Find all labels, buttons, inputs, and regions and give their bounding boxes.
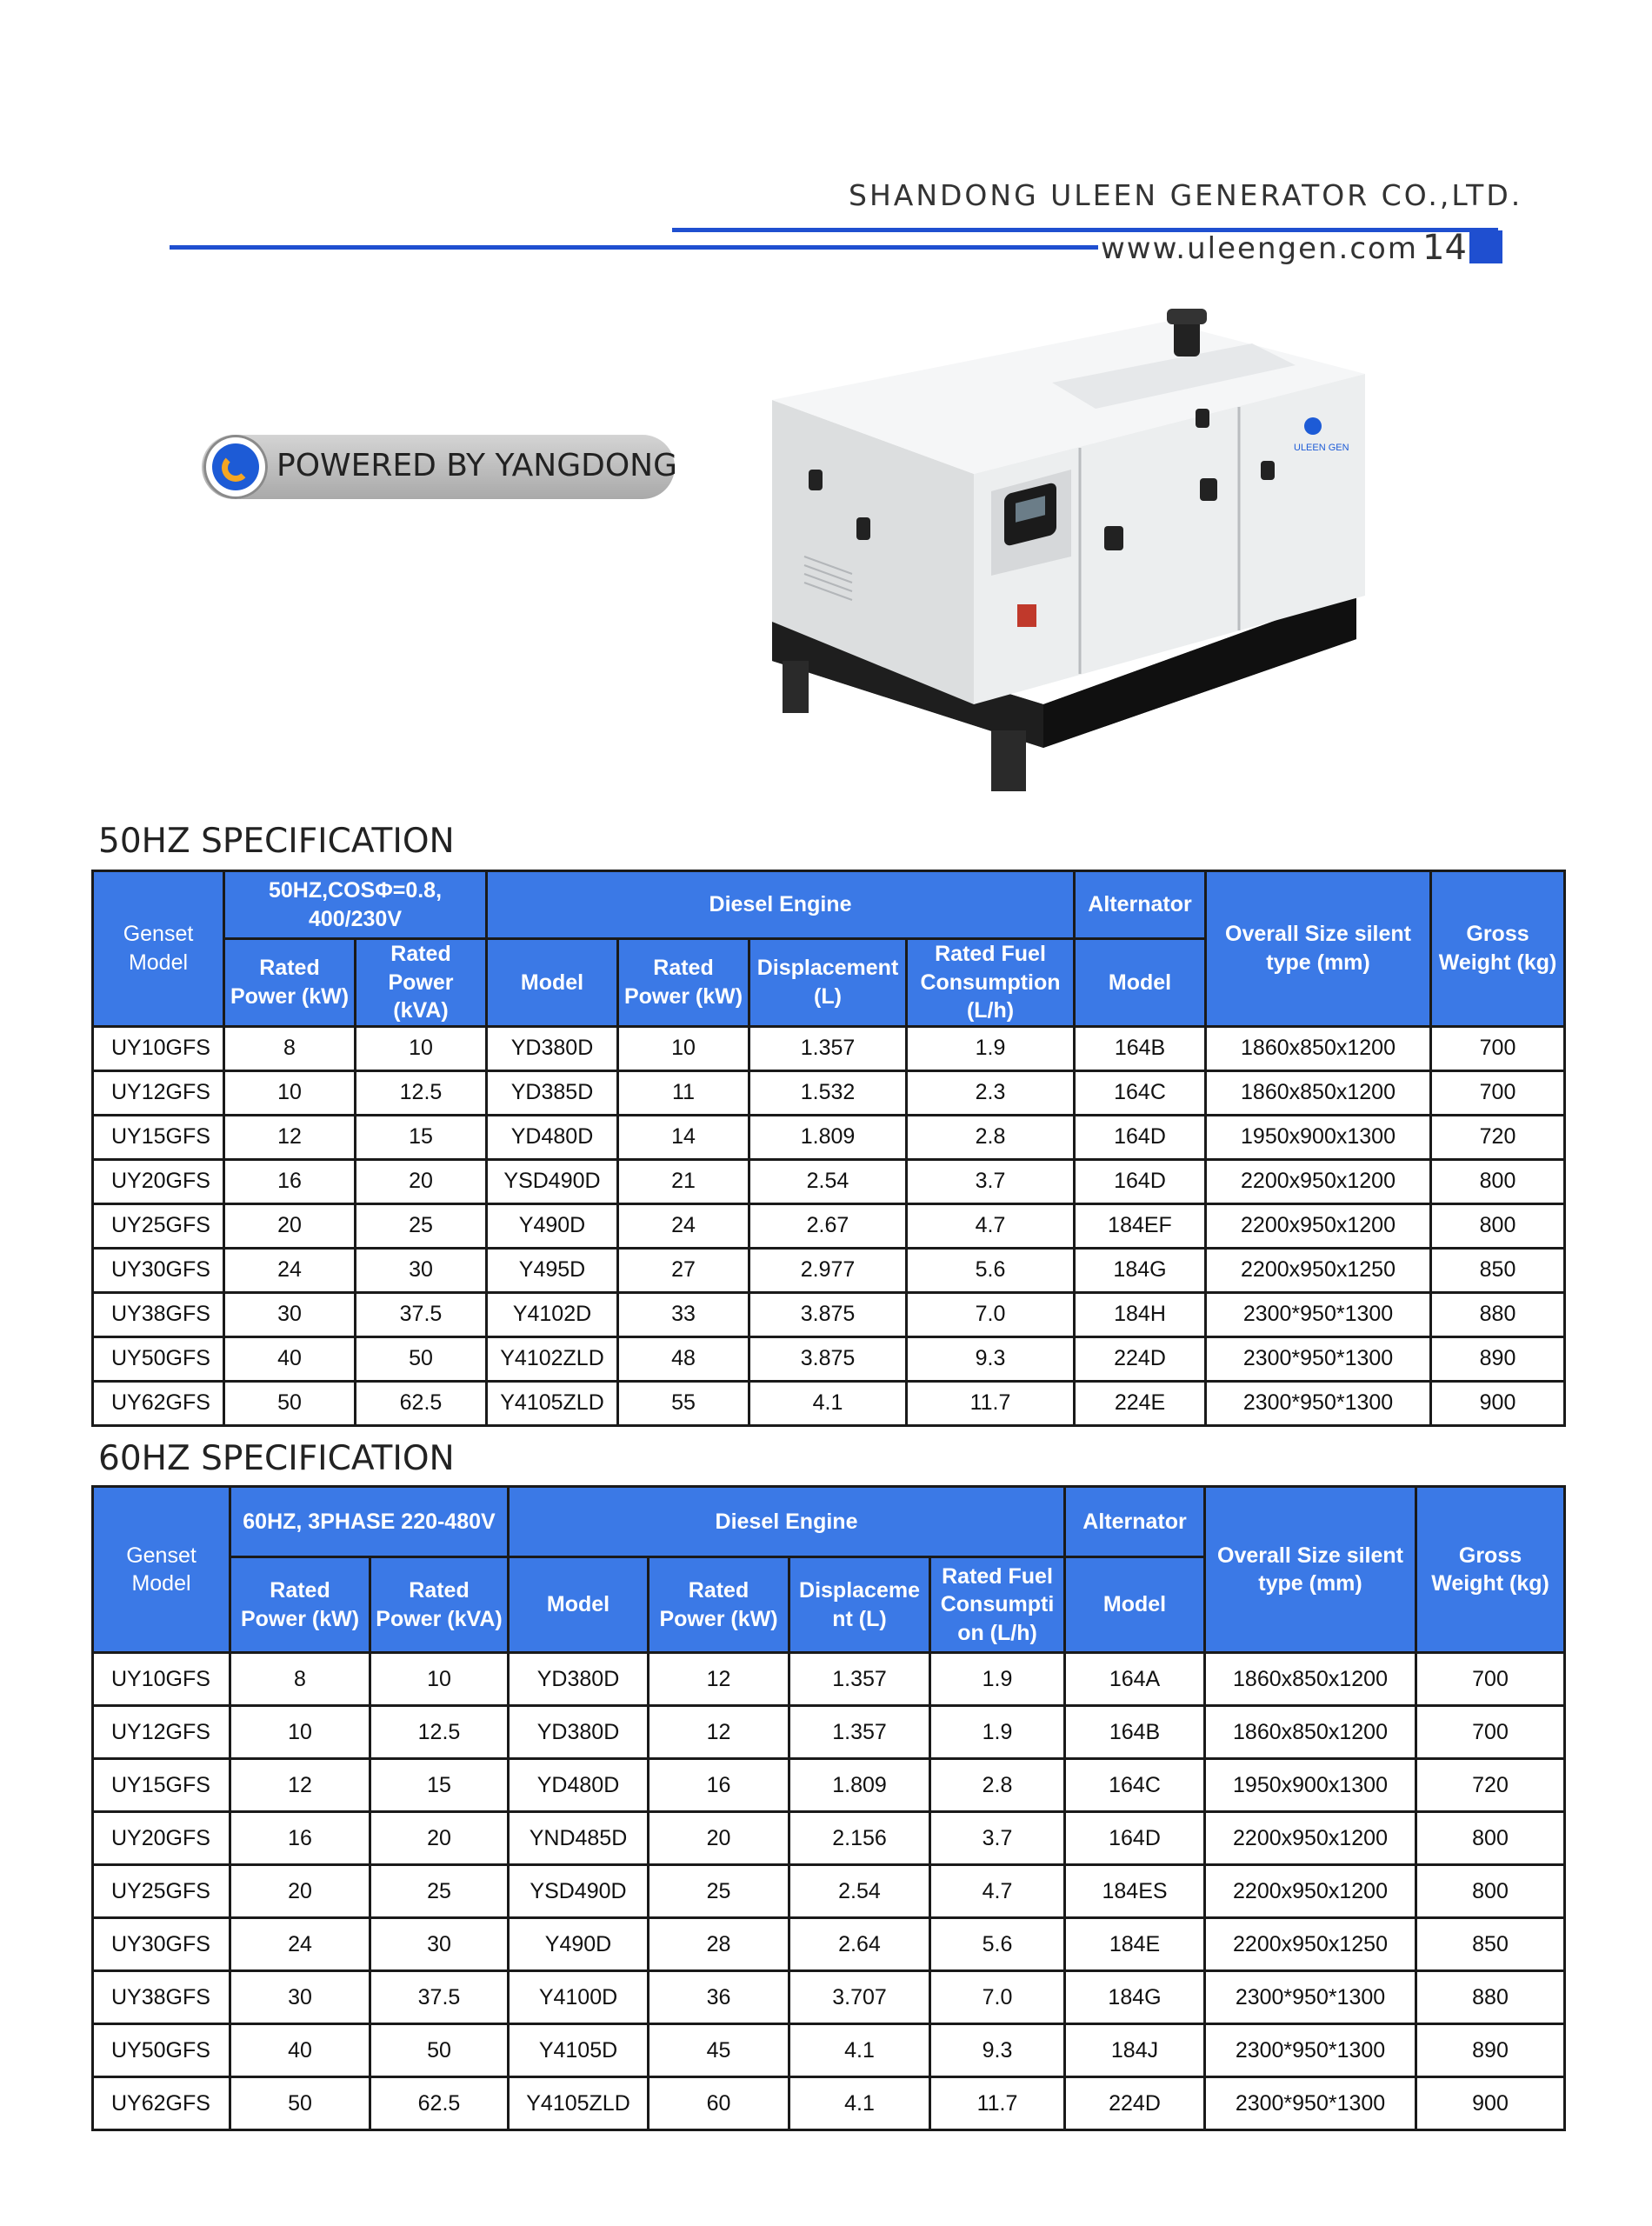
header-alternator-model: Model [1075,939,1206,1027]
table-cell: 15 [370,1759,509,1812]
table-cell: 184G [1065,1971,1205,2024]
table-cell: UY62GFS [93,2077,230,2130]
table-cell: 55 [618,1381,749,1425]
table-cell: 1.9 [930,1653,1065,1706]
table-cell: 2.8 [930,1759,1065,1812]
table-cell: 2300*950*1300 [1206,1381,1431,1425]
header-alternator-model: Model [1065,1557,1205,1653]
table-row [93,1865,1565,1918]
table-cell: YD380D [509,1706,649,1759]
table-cell: 2300*950*1300 [1206,1292,1431,1336]
table-cell: 224D [1065,2077,1205,2130]
table-cell: 50 [370,2024,509,2077]
table-cell: 7.0 [930,1971,1065,2024]
table-cell: 2200x950x1250 [1205,1918,1416,1971]
table-cell: 1.357 [789,1653,930,1706]
table-cell: 900 [1431,1381,1565,1425]
table-cell: UY20GFS [93,1812,230,1865]
table-cell: 1.532 [749,1070,907,1115]
table-cell: 10 [370,1653,509,1706]
table-cell: 1860x850x1200 [1205,1653,1416,1706]
header-power-group: 50HZ,COSΦ=0.8, 400/230V [224,871,487,939]
table-cell: 28 [649,1918,789,1971]
table-cell: 30 [230,1971,370,2024]
table-cell: UY38GFS [93,1971,230,2024]
table-cell: 9.3 [930,2024,1065,2077]
table-cell: 1860x850x1200 [1206,1070,1431,1115]
table-cell: 2.8 [907,1115,1075,1159]
table-cell: 2200x950x1200 [1206,1203,1431,1248]
table-cell: 50 [356,1336,487,1381]
table-row [93,1115,1565,1159]
header-rated-power-kw: Rated Power (kW) [230,1557,370,1653]
table-cell: 25 [649,1865,789,1918]
table-cell: 37.5 [356,1292,487,1336]
table-cell: Y4100D [509,1971,649,2024]
table-cell: 48 [618,1336,749,1381]
table-cell: YND485D [509,1812,649,1865]
table-cell: 720 [1416,1759,1565,1812]
table-cell: 164B [1065,1706,1205,1759]
table-row [93,1971,1565,2024]
table-cell: Y4102D [487,1292,618,1336]
table-cell: 12 [649,1706,789,1759]
table-cell: 2300*950*1300 [1206,1336,1431,1381]
table-cell: 10 [356,1026,487,1070]
table-cell: 30 [370,1918,509,1971]
table-cell: 2.156 [789,1812,930,1865]
table-cell: 900 [1416,2077,1565,2130]
powered-by-text: POWERED BY YANGDONG [276,448,678,483]
table-cell: UY10GFS [93,1653,230,1706]
header-diesel-engine: Diesel Engine [509,1487,1065,1557]
table-row [93,1918,1565,1971]
table-cell: 11.7 [930,2077,1065,2130]
table-cell: 224D [1075,1336,1206,1381]
table-cell: 33 [618,1292,749,1336]
table-cell: 164C [1075,1070,1206,1115]
table-cell: UY20GFS [93,1159,224,1203]
table-cell: 700 [1416,1653,1565,1706]
table-cell: 800 [1431,1159,1565,1203]
header-gross-weight: Gross Weight (kg) [1416,1487,1565,1653]
table-cell: 20 [224,1203,356,1248]
table-cell: 800 [1416,1812,1565,1865]
spec-table-50hz [91,870,1566,1427]
table-cell: 1860x850x1200 [1206,1026,1431,1070]
table-cell: YSD490D [509,1865,649,1918]
header-displacement: Displaceme nt (L) [789,1557,930,1653]
table-cell: 12.5 [370,1706,509,1759]
table-row [93,1653,1565,1706]
table-cell: 4.1 [789,2077,930,2130]
table-cell: UY50GFS [93,1336,224,1381]
table-cell: 1.809 [749,1115,907,1159]
table-cell: YD380D [509,1653,649,1706]
table-cell: 850 [1431,1248,1565,1292]
table-cell: 60 [649,2077,789,2130]
table-cell: UY30GFS [93,1248,224,1292]
table-cell: UY50GFS [93,2024,230,2077]
table-cell: 4.1 [789,2024,930,2077]
table-cell: 20 [649,1812,789,1865]
table-cell: 850 [1416,1918,1565,1971]
table-cell: 12.5 [356,1070,487,1115]
header-power-group: 60HZ, 3PHASE 220-480V [230,1487,509,1557]
table-cell: Y4105ZLD [487,1381,618,1425]
table-cell: 10 [618,1026,749,1070]
uleen-logo-icon [203,435,268,499]
table-cell: 2.67 [749,1203,907,1248]
table-cell: 5.6 [930,1918,1065,1971]
table-cell: 45 [649,2024,789,2077]
table-cell: 12 [230,1759,370,1812]
table-row [93,1203,1565,1248]
table-cell: 8 [224,1026,356,1070]
generator-image [756,296,1382,835]
table-row [93,2024,1565,2077]
table-cell: 25 [370,1865,509,1918]
table-cell: 184ES [1065,1865,1205,1918]
table-cell: 2200x950x1200 [1205,1865,1416,1918]
table-cell: 7.0 [907,1292,1075,1336]
table-cell: 2300*950*1300 [1205,1971,1416,2024]
table-cell: 25 [356,1203,487,1248]
table-cell: 184H [1075,1292,1206,1336]
header-alternator: Alternator [1075,871,1206,939]
generator-brand-label: ULEEN GEN [1294,443,1349,453]
table-cell: 2.54 [789,1865,930,1918]
table-cell: 184E [1065,1918,1205,1971]
table-cell: 700 [1431,1070,1565,1115]
table-cell: 1.9 [930,1706,1065,1759]
table-cell: Y4105D [509,2024,649,2077]
table-cell: UY12GFS [93,1706,230,1759]
table-cell: YSD490D [487,1159,618,1203]
table-cell: UY38GFS [93,1292,224,1336]
header-engine-power-kw: Rated Power (kW) [649,1557,789,1653]
table-cell: 164C [1065,1759,1205,1812]
table-cell: Y4105ZLD [509,2077,649,2130]
table-cell: 4.7 [907,1203,1075,1248]
table-cell: 5.6 [907,1248,1075,1292]
table-cell: 2.64 [789,1918,930,1971]
table-cell: 36 [649,1971,789,2024]
company-name: SHANDONG ULEEN GENERATOR CO.,LTD. [849,178,1523,212]
table-cell: 2.977 [749,1248,907,1292]
spec-table-60hz [91,1485,1566,2131]
table-row [93,1248,1565,1292]
table-cell: 30 [356,1248,487,1292]
table-cell: UY12GFS [93,1070,224,1115]
table-cell: 12 [224,1115,356,1159]
table-cell: 1950x900x1300 [1206,1115,1431,1159]
table-cell: 10 [230,1706,370,1759]
table-cell: 9.3 [907,1336,1075,1381]
header-genset-model: Genset Model [93,871,224,1027]
table-cell: 40 [230,2024,370,2077]
table-cell: UY15GFS [93,1759,230,1812]
table-cell: YD385D [487,1070,618,1115]
table-cell: 3.875 [749,1336,907,1381]
table-cell: 890 [1416,2024,1565,2077]
table-cell: 62.5 [370,2077,509,2130]
table-cell: 27 [618,1248,749,1292]
table-cell: 3.7 [907,1159,1075,1203]
table-cell: 50 [224,1381,356,1425]
table-cell: 20 [230,1865,370,1918]
table-cell: Y490D [487,1203,618,1248]
table-cell: 24 [618,1203,749,1248]
table-cell: 1.809 [789,1759,930,1812]
header-rated-power-kw: Rated Power (kW) [224,939,356,1027]
table-cell: 62.5 [356,1381,487,1425]
table-cell: 10 [224,1070,356,1115]
table-cell: 16 [649,1759,789,1812]
table-row [93,1812,1565,1865]
header-displacement: Displacement (L) [749,939,907,1027]
header-fuel-consumption: Rated Fuel Consumption (L/h) [907,939,1075,1027]
header-genset-model: Genset Model [93,1487,230,1653]
table-cell: 2.54 [749,1159,907,1203]
table-cell: UY30GFS [93,1918,230,1971]
table-cell: 21 [618,1159,749,1203]
table-cell: 164D [1075,1159,1206,1203]
page-number: 14 [1422,228,1467,268]
header-rated-power-kva: Rated Power (kVA) [356,939,487,1027]
table-cell: 4.7 [930,1865,1065,1918]
table-cell: 4.1 [749,1381,907,1425]
header-rated-power-kva: Rated Power (kVA) [370,1557,509,1653]
table-cell: 1950x900x1300 [1205,1759,1416,1812]
table-cell: 184G [1075,1248,1206,1292]
header-gross-weight: Gross Weight (kg) [1431,871,1565,1027]
table-cell: 720 [1431,1115,1565,1159]
section-title-50hz: 50HZ SPECIFICATION [98,822,455,861]
header-engine-model: Model [509,1557,649,1653]
table-cell: 1860x850x1200 [1205,1706,1416,1759]
header-engine-model: Model [487,939,618,1027]
table-cell: UY62GFS [93,1381,224,1425]
table-cell: 16 [224,1159,356,1203]
table-cell: 890 [1431,1336,1565,1381]
table-cell: 8 [230,1653,370,1706]
table-cell: 3.7 [930,1812,1065,1865]
table-cell: 16 [230,1812,370,1865]
table-cell: 184EF [1075,1203,1206,1248]
table-row [93,1381,1565,1425]
table-cell: 1.9 [907,1026,1075,1070]
table-cell: 800 [1416,1865,1565,1918]
table-cell: Y490D [509,1918,649,1971]
table-cell: Y495D [487,1248,618,1292]
header-rule-bottom [170,245,1098,250]
table-row [93,1336,1565,1381]
table-cell: 3.707 [789,1971,930,2024]
website-url: www.uleengen.com [1101,231,1418,266]
table-cell: 1.357 [749,1026,907,1070]
table-cell: 11.7 [907,1381,1075,1425]
table-cell: 30 [224,1292,356,1336]
table-cell: 164B [1075,1026,1206,1070]
table-cell: 11 [618,1070,749,1115]
table-row [93,1070,1565,1115]
table-cell: 20 [370,1812,509,1865]
table-cell: Y4102ZLD [487,1336,618,1381]
table-cell: 24 [230,1918,370,1971]
table-cell: 40 [224,1336,356,1381]
table-cell: 2200x950x1200 [1206,1159,1431,1203]
header-engine-power-kw: Rated Power (kW) [618,939,749,1027]
table-row [93,2077,1565,2130]
table-cell: 2300*950*1300 [1205,2077,1416,2130]
table-cell: 184J [1065,2024,1205,2077]
table-cell: 700 [1431,1026,1565,1070]
table-cell: 37.5 [370,1971,509,2024]
header-overall-size: Overall Size silent type (mm) [1205,1487,1416,1653]
table-cell: YD380D [487,1026,618,1070]
table-cell: 2200x950x1250 [1206,1248,1431,1292]
table-cell: 880 [1431,1292,1565,1336]
header-overall-size: Overall Size silent type (mm) [1206,871,1431,1027]
table-cell: 224E [1075,1381,1206,1425]
table-row [93,1159,1565,1203]
section-title-60hz: 60HZ SPECIFICATION [98,1439,455,1478]
table-cell: 14 [618,1115,749,1159]
table-cell: 2200x950x1200 [1205,1812,1416,1865]
table-row [93,1759,1565,1812]
page-marker [1469,230,1502,263]
table-cell: YD480D [509,1759,649,1812]
table-cell: 880 [1416,1971,1565,2024]
table-cell: 164A [1065,1653,1205,1706]
table-cell: UY10GFS [93,1026,224,1070]
table-cell: 20 [356,1159,487,1203]
table-cell: 2.3 [907,1070,1075,1115]
table-cell: 700 [1416,1706,1565,1759]
table-cell: 24 [224,1248,356,1292]
table-cell: UY25GFS [93,1203,224,1248]
table-cell: UY15GFS [93,1115,224,1159]
table-row [93,1292,1565,1336]
table-row [93,1026,1565,1070]
table-cell: 164D [1065,1812,1205,1865]
table-cell: YD480D [487,1115,618,1159]
table-cell: UY25GFS [93,1865,230,1918]
table-cell: 12 [649,1653,789,1706]
header-alternator: Alternator [1065,1487,1205,1557]
table-cell: 2300*950*1300 [1205,2024,1416,2077]
header-diesel-engine: Diesel Engine [487,871,1075,939]
table-cell: 800 [1431,1203,1565,1248]
table-cell: 3.875 [749,1292,907,1336]
table-cell: 164D [1075,1115,1206,1159]
table-cell: 50 [230,2077,370,2130]
table-row [93,1706,1565,1759]
header-fuel-consumption: Rated Fuel Consumpti on (L/h) [930,1557,1065,1653]
table-cell: 15 [356,1115,487,1159]
table-cell: 1.357 [789,1706,930,1759]
